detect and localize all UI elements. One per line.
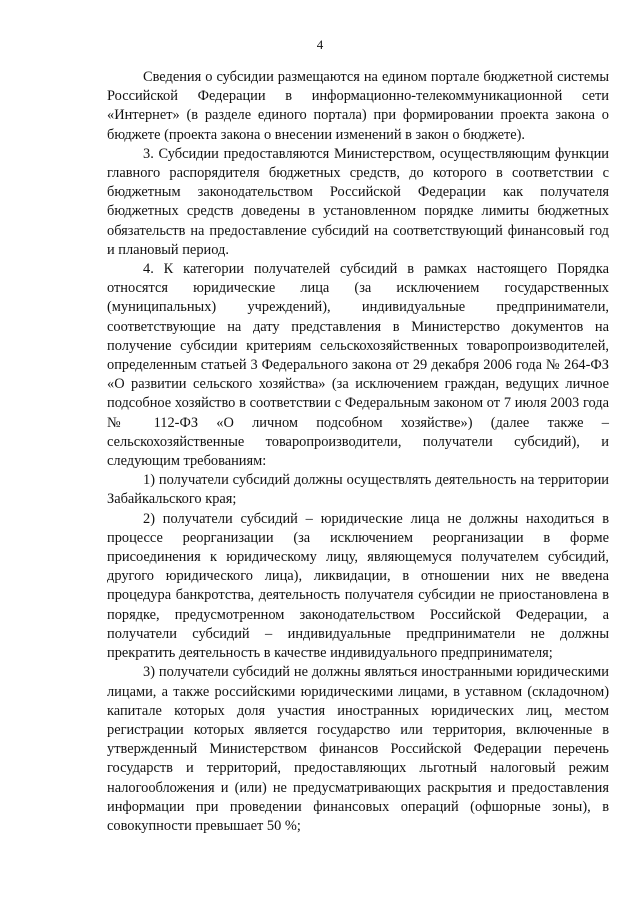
requirement-3-foreign-entities: 3) получатели субсидий не должны являться иностранными юридическими лицами, а также российскими юридическими лицами, в уставном (складочном) капитале которых доля участия иностранных юридических лиц, местом регистрации которых является государство или территория, включенные в утвержденный Министерством финансов Российской Федерации перечень государств и территорий, предоставляющих льготный налоговый режим налогообложения и (или) не предусматривающих раскрытия и предоставления информации при проведении финансовых операций (офшорные зоны), в совокупности превышает 50 %; <box>107 664 609 834</box>
document-body <box>107 68 609 836</box>
paragraph-subsidy-info-publication: Сведения о субсидии размещаются на едином портале бюджетной системы Российской Федерации в информационно-телекоммуникационной сети «Интернет» (в разделе единого портала) при формировании проекта закона о бюджете (проекта закона о внесении изменений в закон о бюджете). <box>107 69 609 143</box>
paragraph-3-subsidy-provision: 3. Субсидии предоставляются Министерством, осуществляющим функции главного распорядителя бюджетных средств, до которого в соответствии с бюджетным законодательством Российской Федерации как получателя бюджетных средств доведены в установленном порядке лимиты бюджетных обязательств на предоставление субсидий на соответствующий финансовый год и плановый период. <box>107 145 609 258</box>
requirement-1-territory: 1) получатели субсидий должны осуществлять деятельность на территории Забайкальского края; <box>107 472 609 508</box>
requirement-2-reorganization: 2) получатели субсидий – юридические лица не должны находиться в процессе реорганизации (за исключением реорганизации в форме присоединения к юридическому лицу, являющемуся получателем субсидий, другого юридического лица), ликвидации, в отношении них не введена процедура банкротства, деятельность получателя субсидии не приостановлена в порядке, предусмотренном законодательством Российской Федерации, а получатели субсидий – индивидуальные предприниматели не должны прекратить деятельность в качестве индивидуального предпринимателя; <box>107 510 609 662</box>
page-number: 4 <box>316 37 324 52</box>
paragraph-4-recipient-categories: 4. К категории получателей субсидий в рамках настоящего Порядка относятся юридические лица (за исключением государственных (муниципальных) учреждений), индивидуальные предприниматели, соответствующие на дату представления в Министерство документов на получение субсидии критериям сельскохозяйственных товаропроизводителей, определенным статьей 3 Федерального закона от 29 декабря 2006 года № 264-ФЗ «О развитии сельского хозяйства» (за исключением граждан, ведущих личное подсобное хозяйство в соответствии с Федеральным законом от 7 июля 2003 года № 112-ФЗ «О личном подсобном хозяйстве») (далее также – сельскохозяйственные товаропроизводители, получатели субсидий), и следующим требованиям: <box>107 261 609 470</box>
